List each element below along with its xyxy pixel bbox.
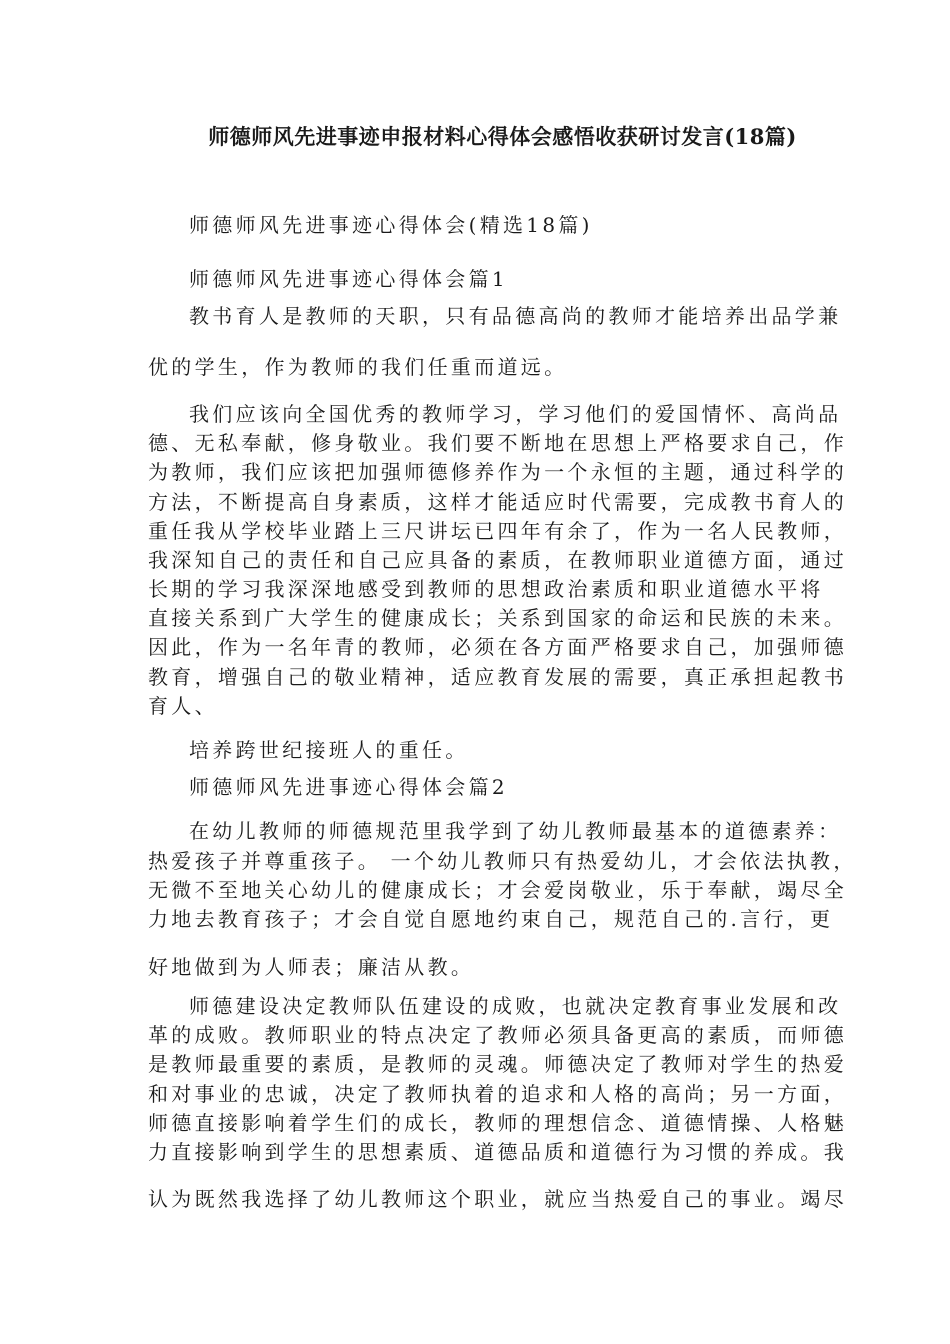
paragraph-line: 教育，增强自己的敬业精神，适应教育发展的需要，真正承担起教书 (148, 665, 847, 689)
paragraph-line: 力直接影响到学生的思想素质、道德品质和道德行为习惯的养成。我 (148, 1140, 847, 1164)
paragraph-line: 因此，作为一名年青的教师，必须在各方面严格要求自己，加强师德 (148, 635, 847, 659)
paragraph-line: 革的成败。教师职业的特点决定了教师必须具备更高的素质，而师德 (148, 1023, 847, 1047)
paragraph-line: 无微不至地关心幼儿的健康成长；才会爱岗敬业，乐于奉献，竭尽全 (148, 878, 847, 902)
paragraph-line: 我深知自己的责任和自己应具备的素质，在教师职业道德方面，通过 (148, 548, 847, 572)
paragraph-line: 热爱孩子并尊重孩子。 一个幼儿教师只有热爱幼儿，才会依法执教， (148, 849, 857, 873)
section-heading: 师德师风先进事迹心得体会篇1 (189, 267, 508, 291)
paragraph-line: 和对事业的忠诚，决定了教师执着的追求和人格的高尚；另一方面， (148, 1082, 847, 1106)
paragraph-line: 重任我从学校毕业踏上三尺讲坛已四年有余了，作为一名人民教师， (148, 519, 847, 543)
subtitle: 师德师风先进事迹心得体会(精选18篇) (189, 213, 593, 237)
paragraph-line: 优的学生，作为教师的我们任重而道远。 (148, 355, 568, 379)
paragraph-line: 育人、 (148, 694, 218, 718)
paragraph-line: 长期的学习我深深地感受到教师的思想政治素质和职业道德水平将 (148, 577, 824, 601)
paragraph-line: 教书育人是教师的天职，只有品德高尚的教师才能培养出品学兼 (189, 304, 842, 328)
paragraph-line: 为教师，我们应该把加强师德修养作为一个永恒的主题，通过科学的 (148, 460, 847, 484)
paragraph-line: 在幼儿教师的师德规范里我学到了幼儿教师最基本的道德素养： (189, 819, 842, 843)
paragraph-line: 是教师最重要的素质，是教师的灵魂。师德决定了教师对学生的热爱 (148, 1052, 847, 1076)
document-title: 师德师风先进事迹申报材料心得体会感悟收获研讨发言(18篇) (208, 124, 797, 149)
paragraph-line: 力地去教育孩子；才会自觉自愿地约束自己，规范自己的.言行，更 (148, 907, 834, 931)
paragraph-line: 我们应该向全国优秀的教师学习，学习他们的爱国情怀、高尚品 (189, 402, 842, 426)
paragraph-line: 认为既然我选择了幼儿教师这个职业，就应当热爱自己的事业。竭尽 (148, 1187, 847, 1211)
paragraph-line: 方法，不断提高自身素质，这样才能适应时代需要，完成教书育人的 (148, 490, 847, 514)
paragraph-line: 师德建设决定教师队伍建设的成败，也就决定教育事业发展和改 (189, 994, 842, 1018)
paragraph-line: 直接关系到广大学生的健康成长；关系到国家的命运和民族的未来。 (148, 606, 847, 630)
paragraph-line: 师德直接影响着学生们的成长，教师的理想信念、道德情操、人格魅 (148, 1111, 847, 1135)
paragraph-line: 培养跨世纪接班人的重任。 (189, 738, 469, 762)
section-heading: 师德师风先进事迹心得体会篇2 (189, 775, 508, 799)
paragraph-line: 好地做到为人师表；廉洁从教。 (148, 955, 475, 979)
paragraph-line: 德、无私奉献，修身敬业。我们要不断地在思想上严格要求自己，作 (148, 431, 847, 455)
